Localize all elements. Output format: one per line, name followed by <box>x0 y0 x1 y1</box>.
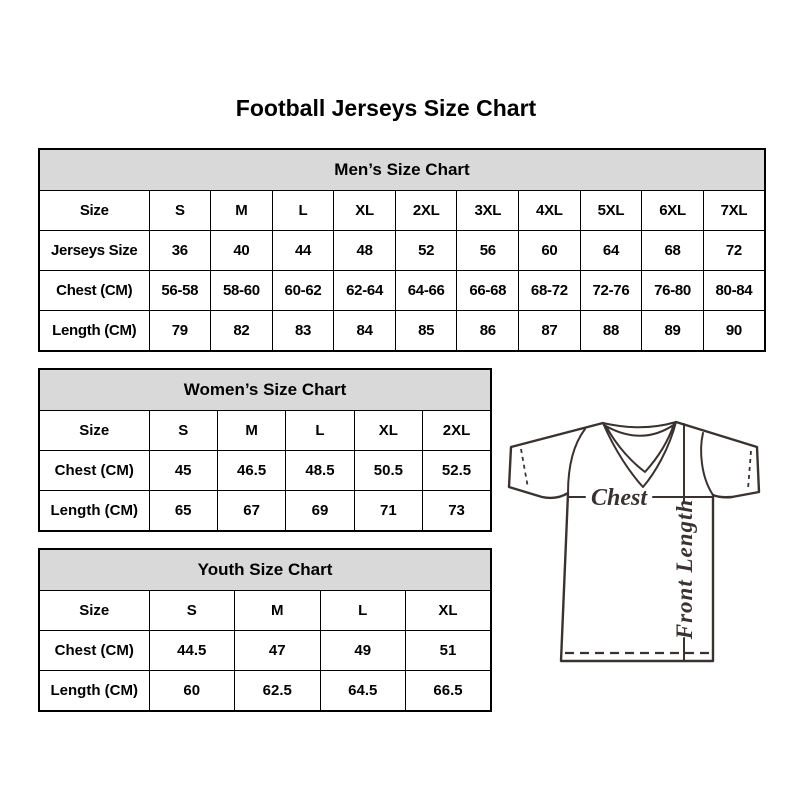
table-cell: 44 <box>272 231 334 271</box>
front-length-label: Front Length <box>672 498 697 640</box>
row-header: Size <box>39 591 149 631</box>
table-cell: 64.5 <box>320 671 406 712</box>
table-row <box>39 591 491 631</box>
table-cell: 3XL <box>457 191 519 231</box>
table-cell: 71 <box>354 491 422 532</box>
table-cell: 46.5 <box>217 451 285 491</box>
table-cell: 87 <box>519 311 581 352</box>
table-cell: M <box>217 411 285 451</box>
table-cell: 66-68 <box>457 271 519 311</box>
table-cell: 68-72 <box>519 271 581 311</box>
table-cell: 68 <box>642 231 704 271</box>
sleeve-cuff-dash-left <box>521 449 528 488</box>
table-cell: 48 <box>334 231 396 271</box>
table-cell: 67 <box>217 491 285 532</box>
table-cell: 52 <box>395 231 457 271</box>
jersey-outline <box>509 422 759 661</box>
table-row <box>39 311 765 352</box>
row-header: Length (CM) <box>39 671 149 712</box>
table-cell: 47 <box>235 631 321 671</box>
table-cell: 66.5 <box>406 671 492 712</box>
table-title-row <box>39 549 491 591</box>
row-header: Chest (CM) <box>39 451 149 491</box>
collar <box>603 422 676 487</box>
table-cell: 56-58 <box>149 271 211 311</box>
table-cell: 6XL <box>642 191 704 231</box>
table-cell: 52.5 <box>423 451 491 491</box>
table-cell: 60 <box>519 231 581 271</box>
table-cell: 45 <box>149 451 217 491</box>
table-cell: 69 <box>286 491 354 532</box>
table-row <box>39 451 491 491</box>
table-cell: 65 <box>149 491 217 532</box>
table-cell: 89 <box>642 311 704 352</box>
sleeve-cuff-dash-right <box>748 451 751 489</box>
table-cell: 48.5 <box>286 451 354 491</box>
table-cell: 4XL <box>519 191 581 231</box>
youth-size-table <box>38 548 492 712</box>
table-row <box>39 671 491 712</box>
womens-table-title: Women’s Size Chart <box>39 369 491 411</box>
table-cell: L <box>320 591 406 631</box>
table-cell: 82 <box>211 311 273 352</box>
table-cell: 56 <box>457 231 519 271</box>
table-row <box>39 271 765 311</box>
table-cell: 44.5 <box>149 631 235 671</box>
table-row <box>39 491 491 532</box>
table-cell: 62-64 <box>334 271 396 311</box>
table-cell: 60-62 <box>272 271 334 311</box>
table-cell: XL <box>354 411 422 451</box>
chest-label: Chest <box>590 485 648 511</box>
table-cell: 50.5 <box>354 451 422 491</box>
mens-size-table <box>38 148 766 352</box>
row-header: Chest (CM) <box>39 631 149 671</box>
table-title-row <box>39 369 491 411</box>
mens-table-title: Men’s Size Chart <box>39 149 765 191</box>
table-cell: 60 <box>149 671 235 712</box>
table-cell: 62.5 <box>235 671 321 712</box>
table-row <box>39 231 765 271</box>
table-cell: XL <box>334 191 396 231</box>
row-header: Length (CM) <box>39 491 149 532</box>
sleeve-seam-left <box>568 429 585 493</box>
row-header: Length (CM) <box>39 311 149 352</box>
row-header: Size <box>39 411 149 451</box>
table-cell: 86 <box>457 311 519 352</box>
table-cell: 73 <box>423 491 491 532</box>
table-cell: M <box>235 591 321 631</box>
table-cell: 64-66 <box>395 271 457 311</box>
table-row <box>39 411 491 451</box>
table-cell: 7XL <box>703 191 765 231</box>
table-cell: L <box>272 191 334 231</box>
table-cell: 64 <box>580 231 642 271</box>
table-cell: S <box>149 191 211 231</box>
table-cell: L <box>286 411 354 451</box>
row-header: Jerseys Size <box>39 231 149 271</box>
table-cell: 83 <box>272 311 334 352</box>
jersey-measurement-diagram <box>505 405 775 675</box>
table-cell: M <box>211 191 273 231</box>
table-cell: 40 <box>211 231 273 271</box>
table-cell: 80-84 <box>703 271 765 311</box>
table-cell: S <box>149 591 235 631</box>
table-cell: 5XL <box>580 191 642 231</box>
table-cell: 36 <box>149 231 211 271</box>
table-title-row <box>39 149 765 191</box>
sleeve-seam-right <box>701 433 713 495</box>
table-cell: 90 <box>703 311 765 352</box>
table-cell: XL <box>406 591 492 631</box>
table-cell: 76-80 <box>642 271 704 311</box>
table-cell: 79 <box>149 311 211 352</box>
row-header: Chest (CM) <box>39 271 149 311</box>
page-title: Football Jerseys Size Chart <box>235 95 537 121</box>
table-cell: 2XL <box>395 191 457 231</box>
table-cell: 84 <box>334 311 396 352</box>
table-cell: 51 <box>406 631 492 671</box>
youth-table-title: Youth Size Chart <box>39 549 491 591</box>
table-cell: S <box>149 411 217 451</box>
table-cell: 88 <box>580 311 642 352</box>
womens-size-table <box>38 368 492 532</box>
table-cell: 72-76 <box>580 271 642 311</box>
table-cell: 85 <box>395 311 457 352</box>
row-header: Size <box>39 191 149 231</box>
table-row <box>39 631 491 671</box>
table-row <box>39 191 765 231</box>
table-cell: 2XL <box>423 411 491 451</box>
table-cell: 58-60 <box>211 271 273 311</box>
table-cell: 49 <box>320 631 406 671</box>
table-cell: 72 <box>703 231 765 271</box>
